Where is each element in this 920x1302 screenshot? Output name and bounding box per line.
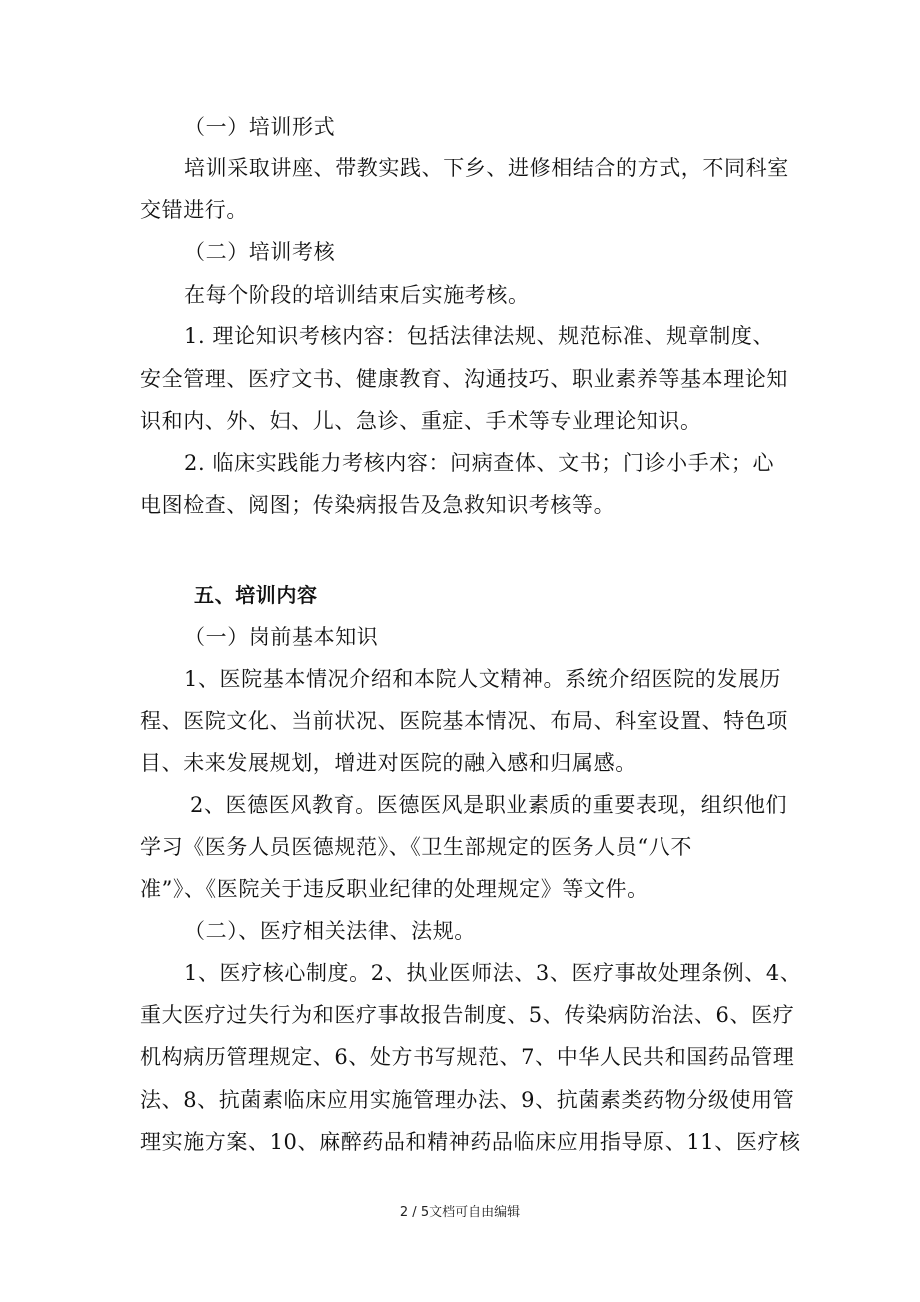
paragraph-line: 目、未来发展规划，增进对医院的融入感和归属感。 bbox=[140, 751, 637, 775]
paragraph-line: 电图检查、阅图；传染病报告及急救知识考核等。 bbox=[140, 493, 616, 517]
paragraph-line: 2、医德医风教育。医德医风是职业素质的重要表现，组织他们 bbox=[190, 793, 788, 817]
section-heading-laws-regulations: （二）、医疗相关法律、法规。 bbox=[184, 919, 476, 943]
paragraph-line: 程、医院文化、当前状况、医院基本情况、布局、科室设置、特色项 bbox=[140, 709, 788, 733]
paragraph-line: 机构病历管理规定、6、处方书写规范、7、中华人民共和国药品管理 bbox=[140, 1045, 795, 1069]
paragraph-line: 培训采取讲座、带教实践、下乡、进修相结合的方式，不同科室 bbox=[184, 156, 789, 180]
paragraph-line: 法、8、抗菌素临床应用实施管理办法、9、抗菌素类药物分级使用管 bbox=[140, 1088, 795, 1112]
paragraph-line: 学习《医务人员医德规范》、《卫生部规定的医务人员“八不 bbox=[140, 835, 692, 859]
section-heading-pre-job-knowledge: （一）岗前基本知识 bbox=[184, 625, 379, 649]
paragraph-line: 准”》、《医院关于违反职业纪律的处理规定》等文件。 bbox=[140, 877, 649, 901]
paragraph-line: 2. 临床实践能力考核内容：问病查体、文书；门诊小手术；心 bbox=[184, 451, 775, 475]
paragraph-line: 1. 理论知识考核内容：包括法律法规、规范标准、规章制度、 bbox=[184, 324, 775, 348]
section-heading-training-assessment: （二）培训考核 bbox=[184, 240, 336, 264]
chapter-heading-training-content: 五、培训内容 bbox=[194, 583, 318, 607]
paragraph-line: 在每个阶段的培训结束后实施考核。 bbox=[184, 283, 530, 307]
paragraph-line: 重大医疗过失行为和医疗事故报告制度、5、传染病防治法、6、医疗 bbox=[140, 1003, 795, 1027]
paragraph-line: 安全管理、医疗文书、健康教育、沟通技巧、职业素养等基本理论知 bbox=[140, 367, 788, 391]
paragraph-line: 1、医疗核心制度。2、执业医师法、3、医疗事故处理条例、4、 bbox=[184, 961, 802, 985]
paragraph-line: 理实施方案、10、麻醉药品和精神药品临床应用指导原、11、医疗核 bbox=[140, 1130, 801, 1154]
section-heading-training-form: （一）培训形式 bbox=[184, 115, 336, 139]
paragraph-line: 识和内、外、妇、儿、急诊、重症、手术等专业理论知识。 bbox=[140, 409, 702, 433]
paragraph-line: 1、医院基本情况介绍和本院人文精神。系统介绍医院的发展历 bbox=[184, 667, 782, 691]
page-footer: 2 / 5文档可自由编辑 bbox=[399, 1205, 521, 1220]
paragraph-line: 交错进行。 bbox=[140, 198, 248, 222]
